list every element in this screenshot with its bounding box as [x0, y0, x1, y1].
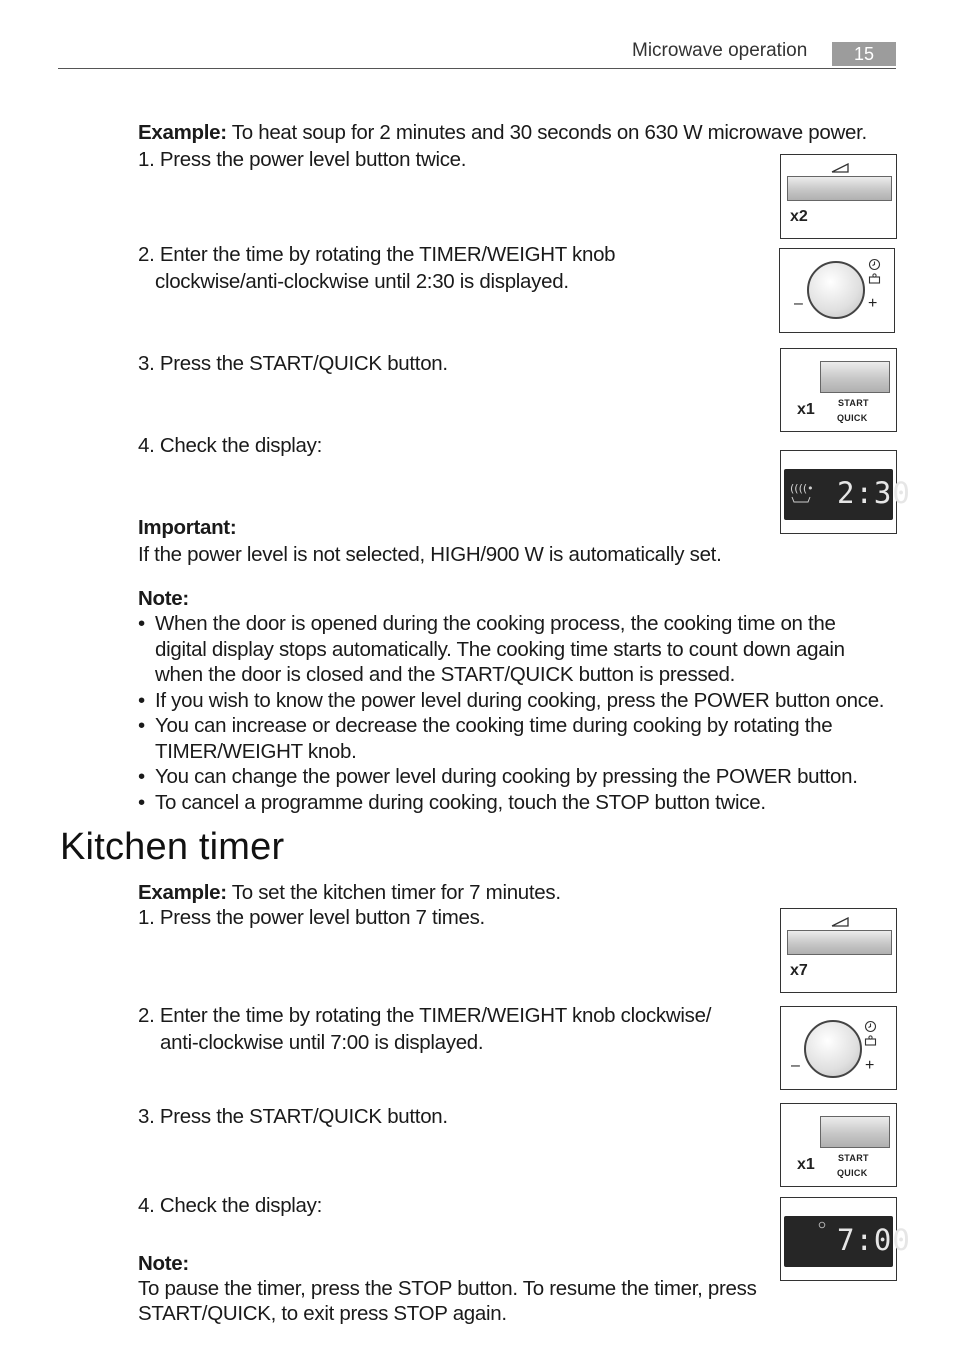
list-item	[138, 688, 898, 714]
kt-start-button-illustration	[780, 1103, 897, 1187]
kt-step-4: 4. Check the display:	[138, 1194, 322, 1217]
important-label: Important:	[138, 516, 237, 539]
dish-icon	[791, 496, 811, 504]
example-text: To heat soup for 2 minutes and 30 seconds on 630 W microwave power.	[226, 121, 867, 144]
kt-example-label: Example:	[138, 881, 227, 904]
timer-indicator-icon	[818, 1221, 826, 1229]
power-button-graphic	[787, 930, 892, 955]
power-level-icon	[831, 917, 849, 927]
list-item	[138, 611, 898, 688]
start-label: START	[838, 398, 869, 408]
lcd-display	[784, 1216, 911, 1267]
page-title: Kitchen timer	[60, 826, 285, 868]
power-button-graphic	[787, 176, 892, 201]
start-button-graphic	[820, 361, 890, 393]
kt-step-3: 3. Press the START/QUICK button.	[138, 1105, 448, 1128]
power-level-icon	[831, 163, 849, 173]
start-button-illustration	[780, 348, 897, 432]
weight-icon	[864, 1035, 877, 1046]
example-label: Example:	[138, 121, 227, 144]
power-button-illustration	[780, 154, 897, 239]
plus-sign: +	[868, 295, 878, 312]
note-list	[138, 611, 898, 815]
note-line: digital display stops automatically. The cooking time starts to count down again	[155, 637, 845, 661]
kt-step-2-line-1: 2. Enter the time by rotating the TIMER/WEIGHT knob clockwise/	[138, 1004, 712, 1027]
press-count: x7	[790, 962, 808, 979]
step-2-line-2: clockwise/anti-clockwise until 2:30 is displayed.	[155, 270, 569, 293]
plus-sign: +	[865, 1057, 875, 1074]
bullet-icon: •	[138, 612, 145, 635]
note-line: You can change the power level during cooking by pressing the POWER button.	[155, 765, 858, 788]
kt-note-line-1: To pause the timer, press the STOP button. To resume the timer, press	[138, 1277, 757, 1300]
knob-graphic	[804, 1020, 862, 1078]
note-line: TIMER/WEIGHT knob.	[155, 739, 357, 763]
knob-graphic	[807, 261, 865, 319]
kt-example-line	[138, 880, 561, 906]
page-number: 15	[832, 42, 896, 66]
step-3: 3. Press the START/QUICK button.	[138, 352, 448, 375]
kt-note-label: Note:	[138, 1252, 189, 1275]
note-line: You can increase or decrease the cooking time during cooking by rotating the	[155, 714, 833, 737]
kt-note-line-2: START/QUICK, to exit press STOP again.	[138, 1302, 507, 1325]
bullet-icon: •	[138, 790, 145, 814]
note-line: To cancel a programme during cooking, touch the STOP button twice.	[155, 790, 766, 814]
quick-label: QUICK	[837, 1168, 868, 1178]
list-item	[138, 764, 898, 790]
quick-label: QUICK	[837, 413, 868, 423]
kt-timer-knob-illustration	[780, 1006, 897, 1090]
important-text: If the power level is not selected, HIGH/900 W is automatically set.	[138, 543, 722, 566]
kt-example-text: To set the kitchen timer for 7 minutes.	[226, 881, 561, 904]
note-line: When the door is opened during the cooking process, the cooking time on the	[155, 612, 836, 635]
clock-icon	[868, 258, 881, 271]
example-line	[138, 120, 867, 146]
display-illustration	[780, 450, 911, 534]
press-count: x1	[797, 401, 815, 418]
header-divider	[58, 68, 896, 69]
kt-display-illustration	[780, 1197, 911, 1281]
step-1: 1. Press the power level button twice.	[138, 148, 467, 171]
microwave-waves-icon: ((((•	[790, 482, 814, 495]
start-button-graphic	[820, 1116, 890, 1148]
list-item	[138, 713, 898, 764]
bullet-icon: •	[138, 765, 145, 788]
bullet-icon: •	[138, 688, 145, 712]
minus-sign: –	[791, 1057, 800, 1074]
step-4: 4. Check the display:	[138, 434, 322, 457]
note-line: when the door is closed and the START/QUICK button is pressed.	[155, 663, 736, 686]
start-label: START	[838, 1153, 869, 1163]
display-time: 2:30	[837, 476, 911, 510]
minus-sign: –	[794, 295, 803, 312]
weight-icon	[868, 273, 881, 284]
press-count: x1	[797, 1156, 815, 1173]
timer-knob-illustration	[779, 248, 895, 333]
press-count: x2	[790, 208, 808, 225]
kt-power-button-illustration	[780, 908, 897, 993]
list-item	[138, 790, 898, 816]
clock-icon	[864, 1020, 877, 1033]
note-line: If you wish to know the power level during cooking, press the POWER button once.	[155, 688, 885, 712]
note-label: Note:	[138, 587, 189, 610]
display-time: 7:00	[837, 1223, 911, 1257]
section-title: Microwave operation	[632, 40, 808, 61]
step-2-line-1: 2. Enter the time by rotating the TIMER/WEIGHT knob	[138, 243, 616, 266]
kt-step-1: 1. Press the power level button 7 times.	[138, 906, 485, 929]
kt-step-2-line-2: anti-clockwise until 7:00 is displayed.	[160, 1031, 484, 1054]
bullet-icon: •	[138, 714, 145, 737]
lcd-display	[784, 469, 911, 520]
